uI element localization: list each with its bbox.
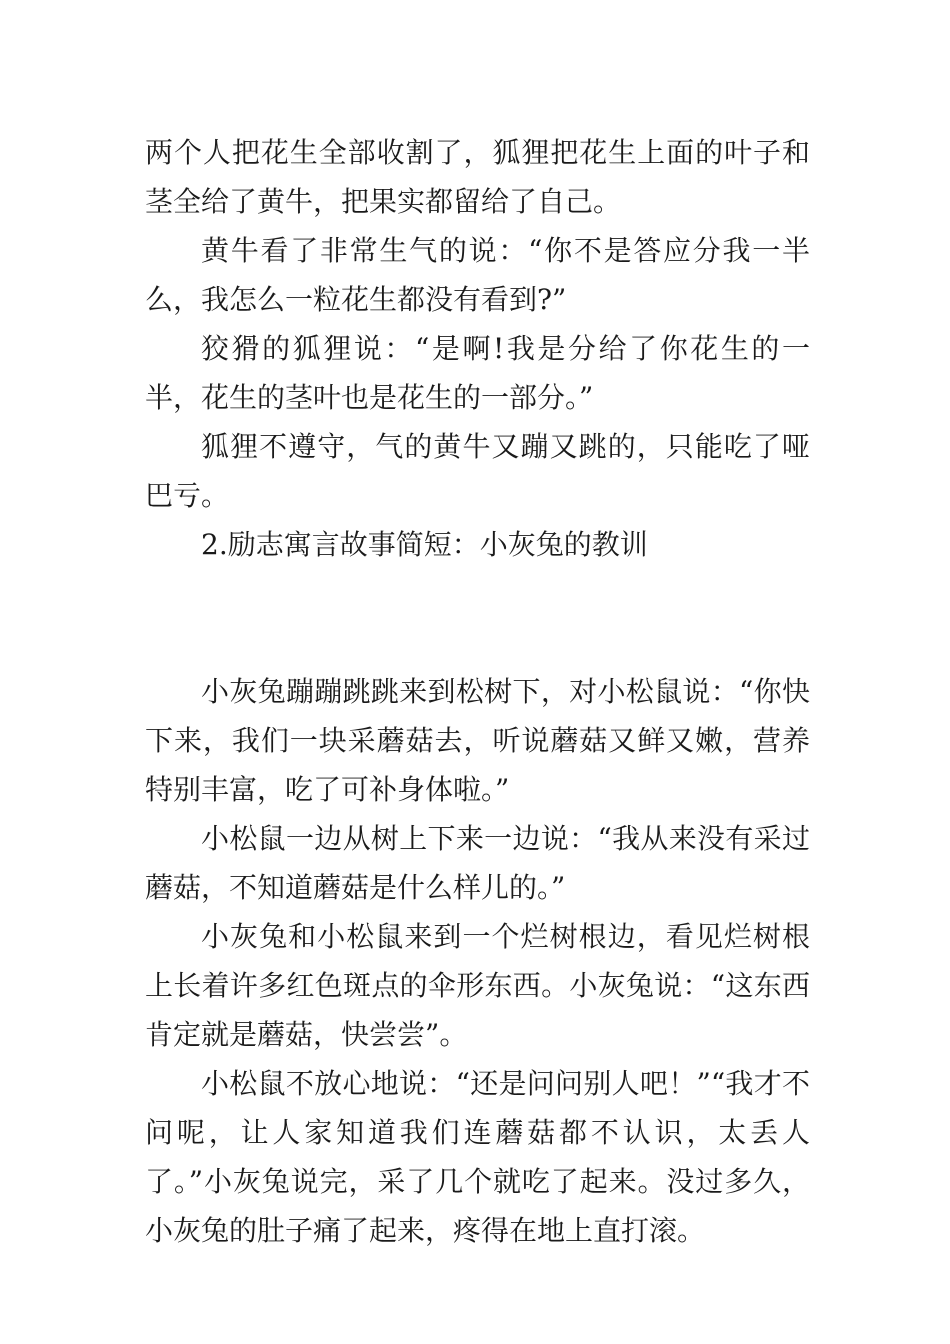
paragraph: 狡猾的狐狸说：“是啊!我是分给了你花生的一半，花生的茎叶也是花生的一部分。” (145, 332, 810, 414)
paragraph: 小灰兔蹦蹦跳跳来到松树下，对小松鼠说：“你快下来，我们一块采蘑菇去，听说蘑菇又鲜又嫩，营养特别丰富，吃了可补身体啦。” (145, 675, 810, 806)
section-heading: 2.励志寓言故事简短：小灰兔的教训 (201, 528, 648, 561)
paragraph: 黄牛看了非常生气的说：“你不是答应分我一半么，我怎么一粒花生都没有看到?” (145, 234, 810, 316)
paragraph: 小松鼠不放心地说：“还是问问别人吧！”“我才不问呢，让人家知道我们连蘑菇都不认识，太丢人了。”小灰兔说完，采了几个就吃了起来。没过多久，小灰兔的肚子痛了起来，疼得在地上直打滚。 (145, 1067, 810, 1247)
paragraph: 狐狸不遵守，气的黄牛又蹦又跳的，只能吃了哑巴亏。 (145, 430, 810, 512)
paragraph: 小松鼠一边从树上下来一边说：“我从来没有采过蘑菇，不知道蘑菇是什么样儿的。” (145, 822, 810, 904)
blank-space (145, 569, 810, 667)
paragraph: 两个人把花生全部收割了，狐狸把花生上面的叶子和茎全给了黄牛，把果实都留给了自己。 (145, 136, 810, 218)
paragraph: 小灰兔和小松鼠来到一个烂树根边，看见烂树根上长着许多红色斑点的伞形东西。小灰兔说：“这东西肯定就是蘑菇，快尝尝”。 (145, 920, 810, 1051)
document-body (145, 128, 810, 1255)
